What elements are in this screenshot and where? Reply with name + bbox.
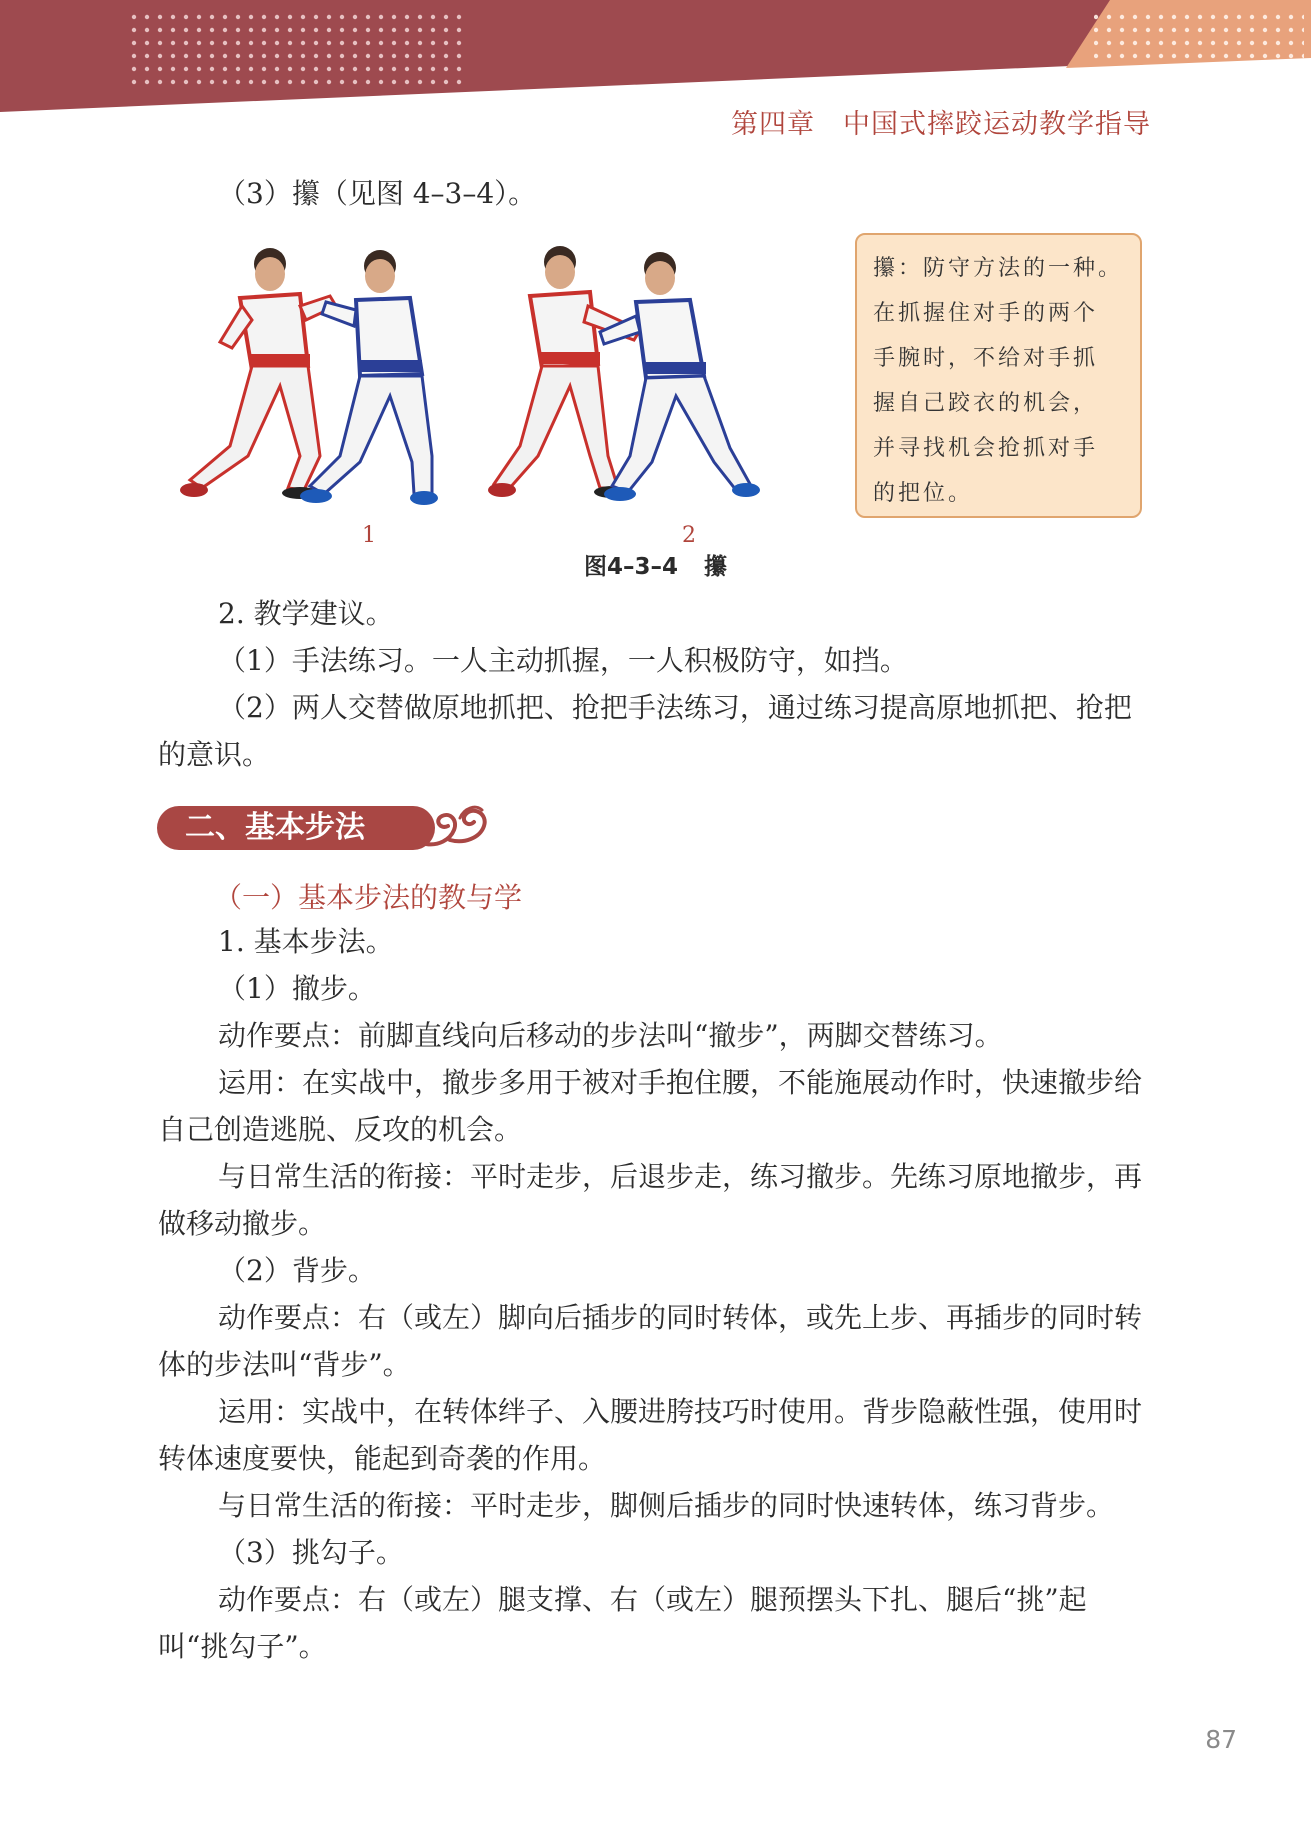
body-paragraph: （3）挑勾子。 (218, 1536, 404, 1569)
body-paragraph: （2）背步。 (218, 1254, 376, 1287)
section-title: 二、基本步法 (157, 806, 435, 850)
body-paragraph: 与日常生活的衔接：平时走步，后退步走，练习撤步。先练习原地撤步，再做移动撤步。 (158, 1160, 1143, 1240)
cloud-ornament-icon (420, 800, 490, 852)
body-paragraph: 1. 基本步法。 (218, 925, 394, 958)
figure-caption-number: 图4–3–4 (583, 554, 678, 580)
chapter-title: 中国式摔跤运动教学指导 (843, 109, 1151, 140)
body-paragraph: 与日常生活的衔接：平时走步，脚侧后插步的同时快速转体，练习背步。 (218, 1489, 1115, 1522)
chapter-header (731, 102, 1151, 141)
page-number: 87 (1205, 1725, 1237, 1754)
note-line: 握自己跤衣的机会， (873, 391, 1099, 416)
subsection-title: （一）基本步法的教与学 (214, 881, 523, 914)
body-paragraph: 运用：在实战中，撤步多用于被对手抱住腰，不能施展动作时，快速撤步给自己创造逃脱、反攻的机会。 (158, 1066, 1143, 1146)
note-line: 手腕时，不给对手抓 (873, 346, 1099, 371)
intro-line: （3）攥（见图 4–3–4）。 (218, 177, 537, 210)
body-paragraph: （1）撤步。 (218, 972, 376, 1005)
figure-photos (160, 236, 850, 536)
note-box (855, 233, 1142, 518)
figure-caption-title: 攥 (704, 554, 727, 580)
body-paragraph: 动作要点：右（或左）腿支撑、右（或左）腿预摆头下扎、腿后“挑”起叫“挑勾子”。 (158, 1583, 1087, 1663)
body-paragraph: 动作要点：右（或左）脚向后插步的同时转体，或先上步、再插步的同时转体的步法叫“背步”。 (158, 1301, 1143, 1381)
note-line: 的把位。 (873, 481, 974, 506)
figure-caption (0, 548, 1311, 581)
photo-1 (180, 248, 438, 505)
body-paragraph: 动作要点：前脚直线向后移动的步法叫“撤步”，两脚交替练习。 (218, 1019, 1003, 1052)
photo-2 (488, 246, 760, 501)
note-line: 并寻找机会抢抓对手 (873, 436, 1099, 461)
note-line: 攥：防守方法的一种。 (873, 256, 1124, 281)
teaching-heading: 2. 教学建议。 (218, 597, 394, 630)
figure-label-1: 1 (362, 523, 376, 548)
figure-label-2: 2 (682, 523, 696, 548)
body-paragraph: 运用：实战中，在转体绊子、入腰进胯技巧时使用。背步隐蔽性强，使用时转体速度要快，能起到奇袭的作用。 (158, 1395, 1143, 1475)
note-line: 在抓握住对手的两个 (873, 301, 1099, 326)
chapter-number: 第四章 (731, 109, 815, 140)
teaching-item-2: （2）两人交替做原地抓把、抢把手法练习，通过练习提高原地抓把、抢把的意识。 (158, 691, 1132, 771)
teaching-item-1: （1）手法练习。一人主动抓握，一人积极防守，如挡。 (218, 644, 908, 677)
